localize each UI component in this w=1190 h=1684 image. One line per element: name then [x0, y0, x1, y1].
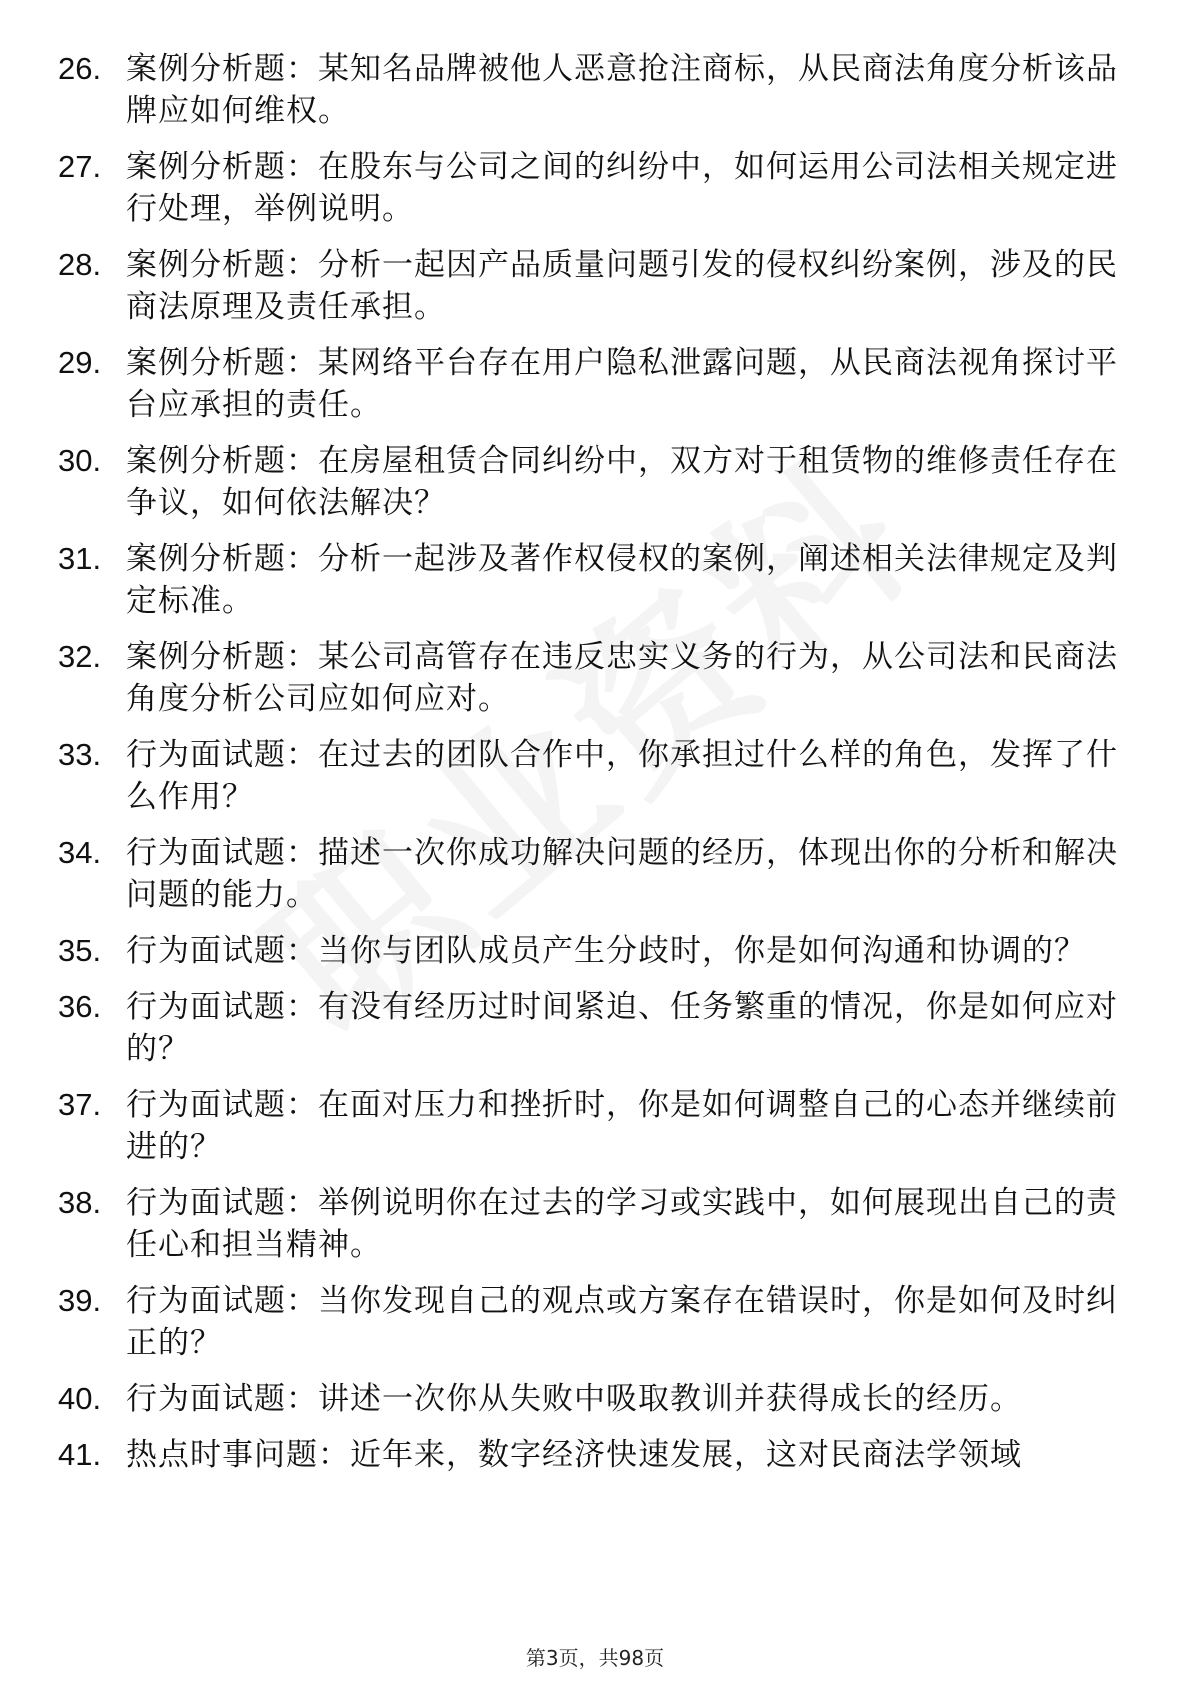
question-text: 行为面试题：在过去的团队合作中，你承担过什么样的角色，发挥了什么作用？: [126, 737, 1118, 815]
page-footer: 第3页，共98页: [525, 1646, 665, 1670]
question-item: [58, 440, 1138, 524]
question-item: [58, 1084, 1138, 1168]
question-list: [58, 48, 1138, 1490]
question-text: 案例分析题：在房屋租赁合同纠纷中，双方对于租赁物的维修责任存在争议，如何依法解决？: [126, 443, 1118, 521]
question-number: 28.: [58, 247, 102, 282]
question-item: [58, 1280, 1138, 1364]
question-item: [58, 832, 1138, 916]
question-number: 35.: [58, 933, 102, 968]
question-item: [58, 1182, 1138, 1266]
question-number: 29.: [58, 345, 102, 380]
question-item: [58, 244, 1138, 328]
question-item: [58, 636, 1138, 720]
question-text: 案例分析题：在股东与公司之间的纠纷中，如何运用公司法相关规定进行处理，举例说明。: [126, 149, 1118, 227]
question-number: 33.: [58, 737, 102, 772]
question-number: 32.: [58, 639, 102, 674]
question-item: [58, 342, 1138, 426]
question-text: 案例分析题：分析一起因产品质量问题引发的侵权纠纷案例，涉及的民商法原理及责任承担。: [126, 247, 1118, 325]
question-text: 案例分析题：某网络平台存在用户隐私泄露问题，从民商法视角探讨平台应承担的责任。: [126, 345, 1118, 423]
question-text: 行为面试题：当你与团队成员产生分歧时，你是如何沟通和协调的？: [126, 933, 1086, 969]
question-text: 行为面试题：在面对压力和挫折时，你是如何调整自己的心态并继续前进的？: [126, 1087, 1118, 1165]
question-number: 30.: [58, 443, 102, 478]
question-item: [58, 986, 1138, 1070]
question-number: 40.: [58, 1381, 102, 1416]
question-text: 行为面试题：描述一次你成功解决问题的经历，体现出你的分析和解决问题的能力。: [126, 835, 1118, 913]
question-text: 行为面试题：当你发现自己的观点或方案存在错误时，你是如何及时纠正的？: [126, 1283, 1118, 1361]
question-number: 26.: [58, 51, 102, 86]
question-number: 31.: [58, 541, 102, 576]
question-item: [58, 538, 1138, 622]
question-number: 36.: [58, 989, 102, 1024]
question-number: 39.: [58, 1283, 102, 1318]
question-text: 行为面试题：举例说明你在过去的学习或实践中，如何展现出自己的责任心和担当精神。: [126, 1185, 1118, 1263]
question-item: [58, 930, 1138, 972]
question-text: 行为面试题：有没有经历过时间紧迫、任务繁重的情况，你是如何应对的？: [126, 989, 1118, 1067]
question-text: 案例分析题：某知名品牌被他人恶意抢注商标，从民商法角度分析该品牌应如何维权。: [126, 51, 1118, 129]
question-item: [58, 1378, 1138, 1420]
question-item: [58, 734, 1138, 818]
question-number: 38.: [58, 1185, 102, 1220]
question-number: 41.: [58, 1437, 102, 1472]
question-item: [58, 146, 1138, 230]
question-text: 案例分析题：分析一起涉及著作权侵权的案例，阐述相关法律规定及判定标准。: [126, 541, 1118, 619]
question-number: 37.: [58, 1087, 102, 1122]
question-number: 34.: [58, 835, 102, 870]
question-item: [58, 48, 1138, 132]
question-number: 27.: [58, 149, 102, 184]
question-text: 案例分析题：某公司高管存在违反忠实义务的行为，从公司法和民商法角度分析公司应如何应对。: [126, 639, 1118, 717]
question-text: 热点时事问题：近年来，数字经济快速发展，这对民商法学领域: [126, 1437, 1022, 1473]
question-item: [58, 1434, 1138, 1476]
question-text: 行为面试题：讲述一次你从失败中吸取教训并获得成长的经历。: [126, 1381, 1022, 1417]
